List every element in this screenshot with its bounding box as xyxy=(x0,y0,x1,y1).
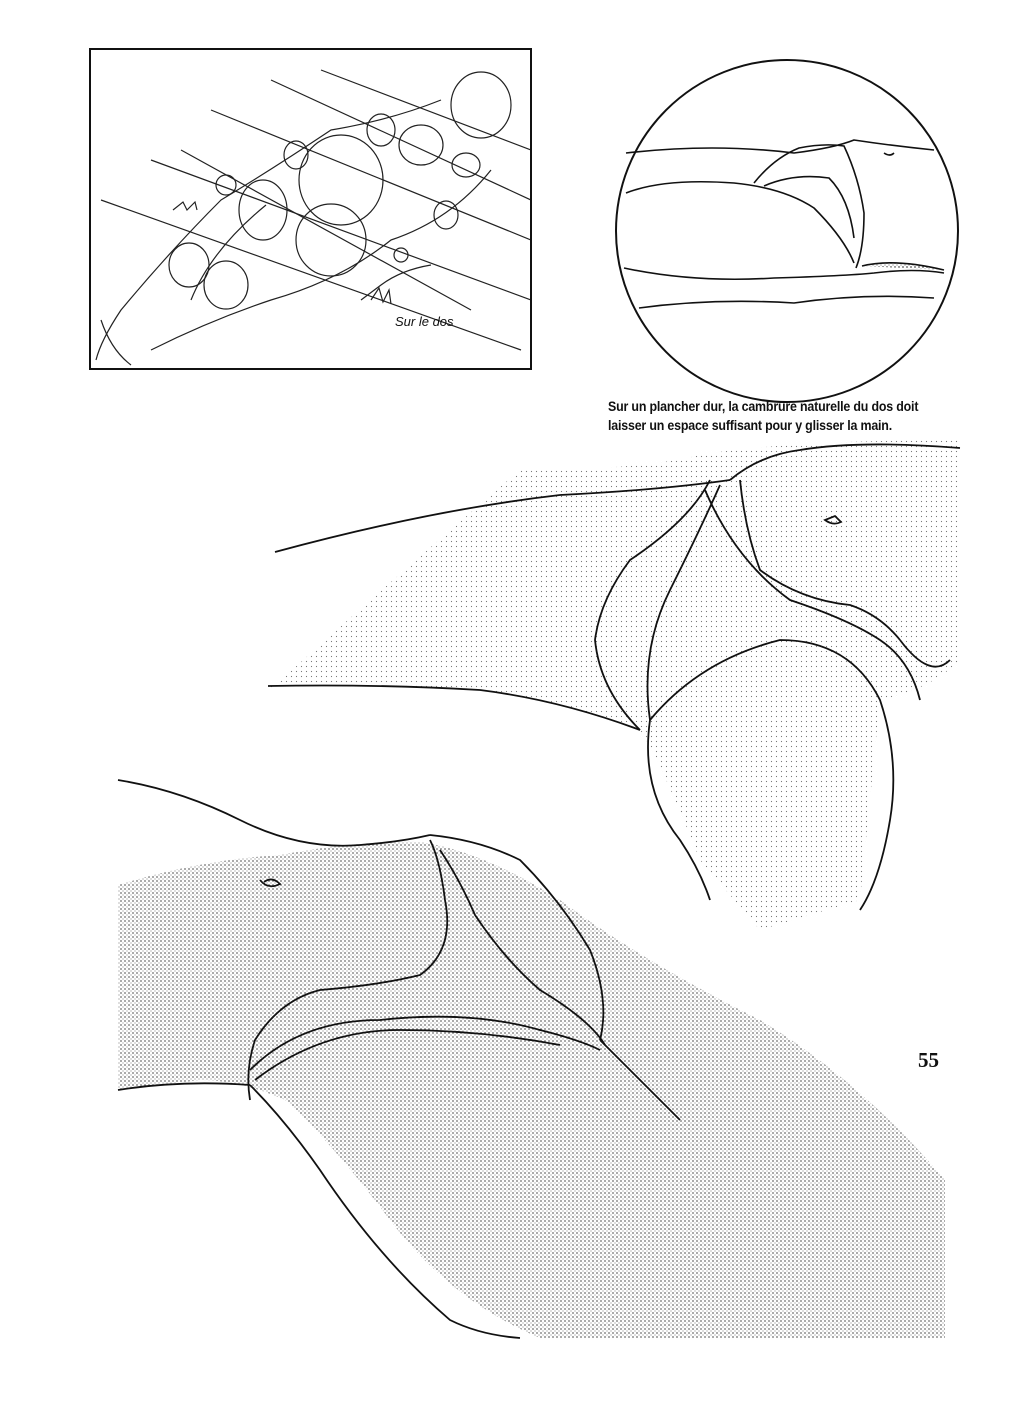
detail-caption-line1: Sur un plancher dur, la cambrure naturelle du dos doit xyxy=(608,399,919,414)
sketch-caption: Sur le dos xyxy=(395,314,454,329)
page-number: 55 xyxy=(918,1048,939,1072)
detail-caption-line2: laisser un espace suffisant pour y glisser la main. xyxy=(608,418,892,433)
